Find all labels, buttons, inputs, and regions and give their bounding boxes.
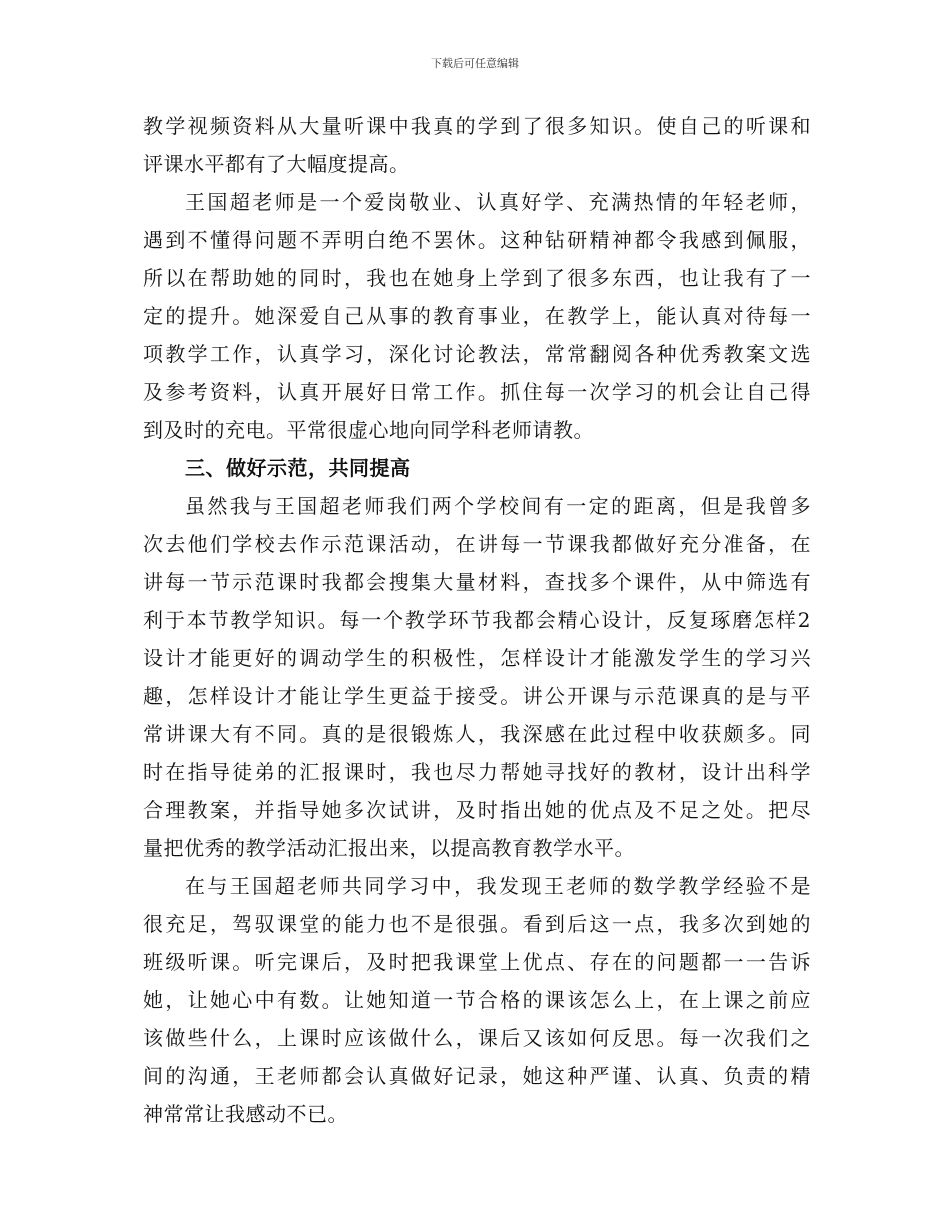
text-line: 间的沟通，王老师都会认真做好记录，她这种严谨、认真、负责的精 xyxy=(143,1064,811,1088)
text-line: 项教学工作，认真学习，深化讨论教法，常常翻阅各种优秀教案文选 xyxy=(143,342,811,366)
text-line: 在与王国超老师共同学习中，我发现王老师的数学教学经验不是 xyxy=(185,874,811,898)
text-line: 量把优秀的教学活动汇报出来，以提高教育教学水平。 xyxy=(143,836,635,860)
text-line: 所以在帮助她的同时，我也在她身上学到了很多东西，也让我有了一 xyxy=(143,266,811,290)
text-line: 该做些什么，上课时应该做什么，课后又该如何反思。每一次我们之 xyxy=(143,1026,811,1050)
text-line: 很充足，驾驭课堂的能力也不是很强。看到后这一点，我多次到她的 xyxy=(143,912,811,936)
text-line: 到及时的充电。平常很虚心地向同学科老师请教。 xyxy=(143,418,594,442)
text-line: 评课水平都有了大幅度提高。 xyxy=(143,152,410,176)
text-line: 王国超老师是一个爱岗敬业、认真好学、充满热情的年轻老师， xyxy=(185,190,811,214)
text-line: 常讲课大有不同。真的是很锻炼人，我深感在此过程中收获颇多。同 xyxy=(143,722,811,746)
text-line: 班级听课。听完课后，及时把我课堂上优点、存在的问题都一一告诉 xyxy=(143,950,811,974)
text-line: 她，让她心中有数。让她知道一节合格的课该怎么上，在上课之前应 xyxy=(143,988,811,1012)
text-line: 虽然我与王国超老师我们两个学校间有一定的距离，但是我曾多 xyxy=(185,494,811,518)
document-body xyxy=(143,107,811,1133)
text-line: 时在指导徒弟的汇报课时，我也尽力帮她寻找好的教材，设计出科学 xyxy=(143,760,811,784)
text-line: 趣，怎样设计才能让学生更益于接受。讲公开课与示范课真的是与平 xyxy=(143,684,811,708)
page-header: 下载后可任意编辑 xyxy=(431,57,519,70)
text-line: 利于本节教学知识。每一个教学环节我都会精心设计，反复琢磨怎样2 xyxy=(143,608,811,632)
text-line: 次去他们学校去作示范课活动，在讲每一节课我都做好充分准备，在 xyxy=(143,532,811,556)
section-heading: 三、做好示范，共同提高 xyxy=(185,456,411,480)
text-line: 设计才能更好的调动学生的积极性，怎样设计才能激发学生的学习兴 xyxy=(143,646,811,670)
text-line: 讲每一节示范课时我都会搜集大量材料，查找多个课件，从中筛选有 xyxy=(143,570,811,594)
text-line: 定的提升。她深爱自己从事的教育事业，在教学上，能认真对待每一 xyxy=(143,304,811,328)
text-line: 遇到不懂得问题不弄明白绝不罢休。这种钻研精神都令我感到佩服， xyxy=(143,228,811,252)
text-line: 教学视频资料从大量听课中我真的学到了很多知识。使自己的听课和 xyxy=(143,114,811,138)
text-line: 合理教案，并指导她多次试讲，及时指出她的优点及不足之处。把尽 xyxy=(143,798,811,822)
text-line: 神常常让我感动不已。 xyxy=(143,1102,348,1126)
text-line: 及参考资料，认真开展好日常工作。抓住每一次学习的机会让自己得 xyxy=(143,380,811,404)
